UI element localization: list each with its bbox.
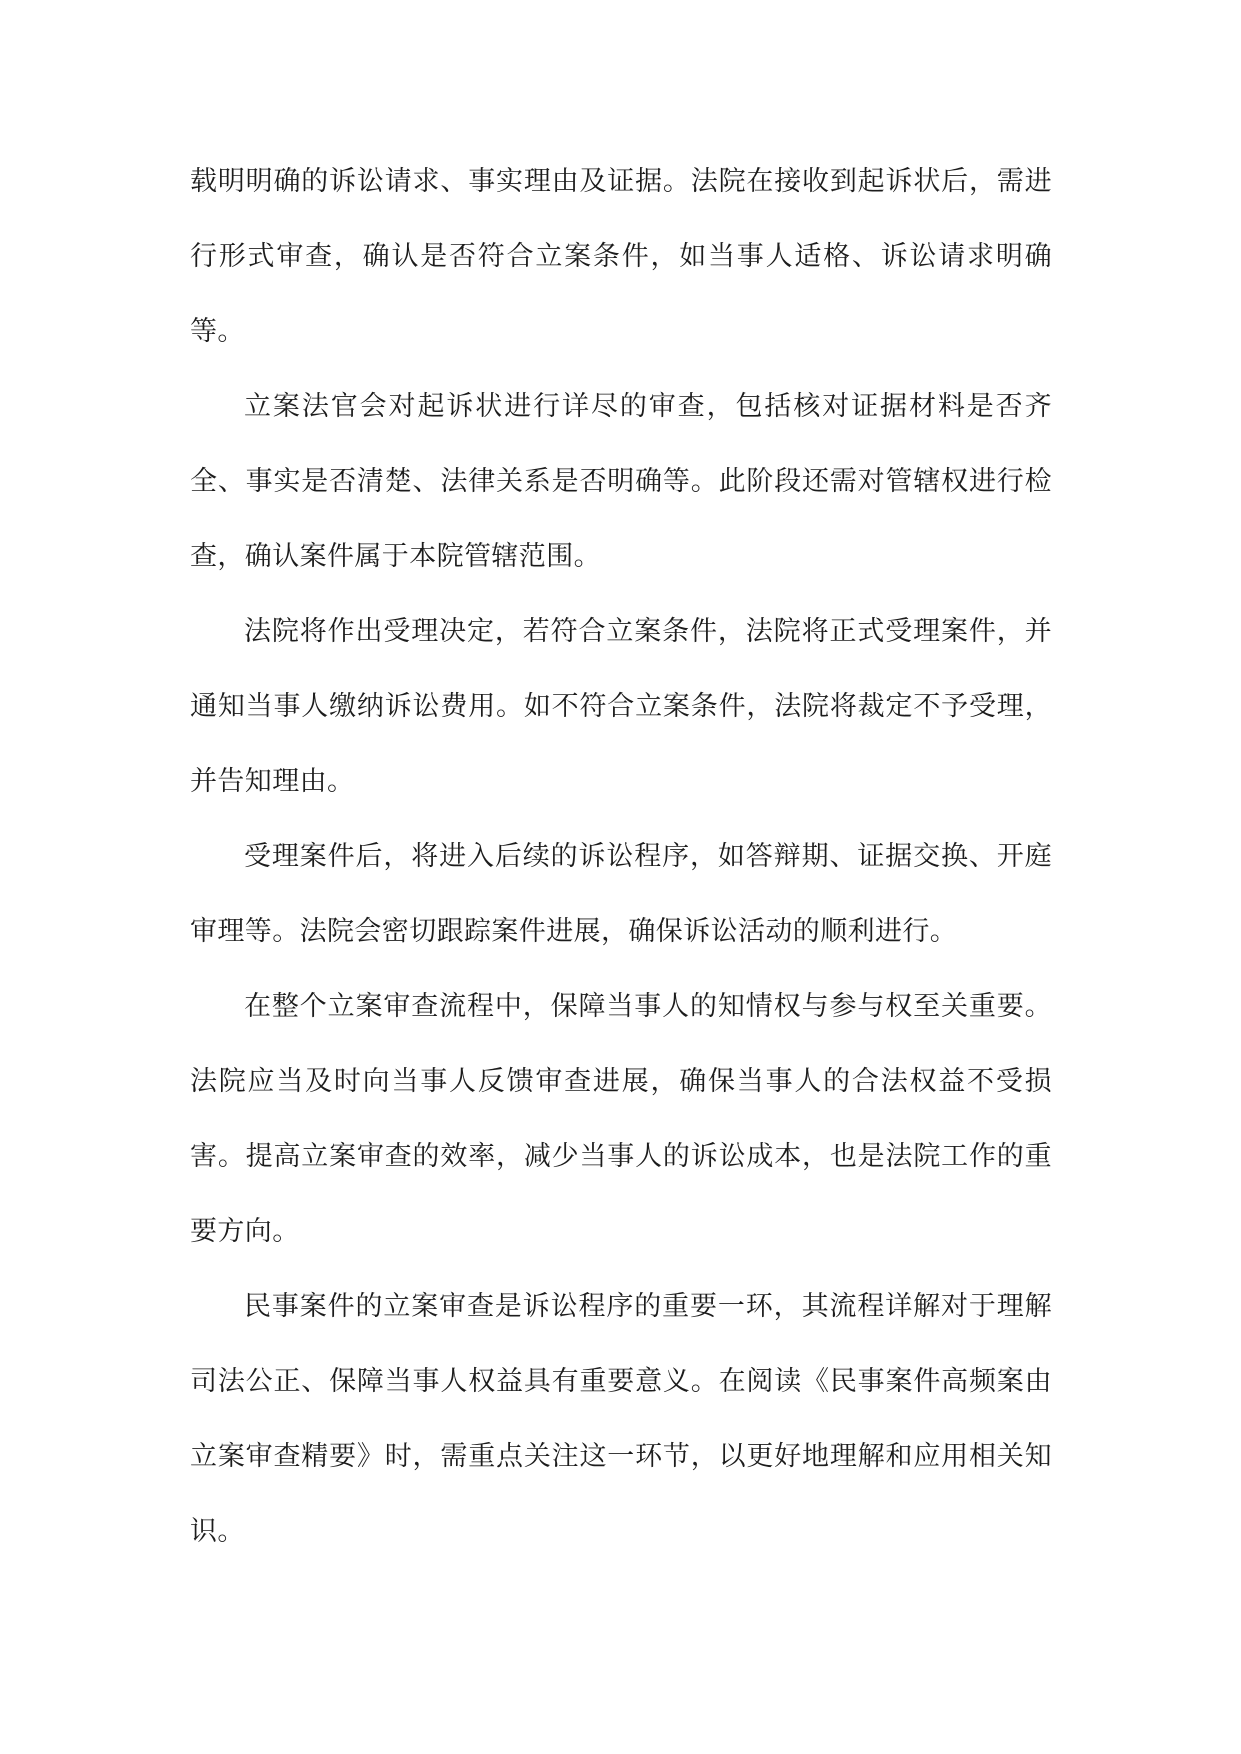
- paragraph-6: 民事案件的立案审查是诉讼程序的重要一环，其流程详解对于理解司法公正、保障当事人权益具有重要意义。在阅读《民事案件高频案由立案审查精要》时，需重点关注这一环节，以更好地理解和应用相关知识。: [190, 1291, 1052, 1547]
- paragraph-4: 受理案件后，将进入后续的诉讼程序，如答辩期、证据交换、开庭审理等。法院会密切跟踪案件进展，确保诉讼活动的顺利进行。: [190, 841, 1052, 947]
- paragraph-3: 法院将作出受理决定，若符合立案条件，法院将正式受理案件，并通知当事人缴纳诉讼费用。如不符合立案条件，法院将裁定不予受理，并告知理由。: [190, 616, 1052, 797]
- paragraph-2: 立案法官会对起诉状进行详尽的审查，包括核对证据材料是否齐全、事实是否清楚、法律关系是否明确等。此阶段还需对管辖权进行检查，确认案件属于本院管辖范围。: [190, 391, 1052, 572]
- document-body: [190, 144, 1052, 1569]
- paragraph-5: 在整个立案审查流程中，保障当事人的知情权与参与权至关重要。法院应当及时向当事人反馈审查进展，确保当事人的合法权益不受损害。提高立案审查的效率，减少当事人的诉讼成本，也是法院工作的重要方向。: [190, 991, 1052, 1247]
- paragraph-1: 载明明确的诉讼请求、事实理由及证据。法院在接收到起诉状后，需进行形式审查，确认是否符合立案条件，如当事人适格、诉讼请求明确等。: [190, 166, 1052, 347]
